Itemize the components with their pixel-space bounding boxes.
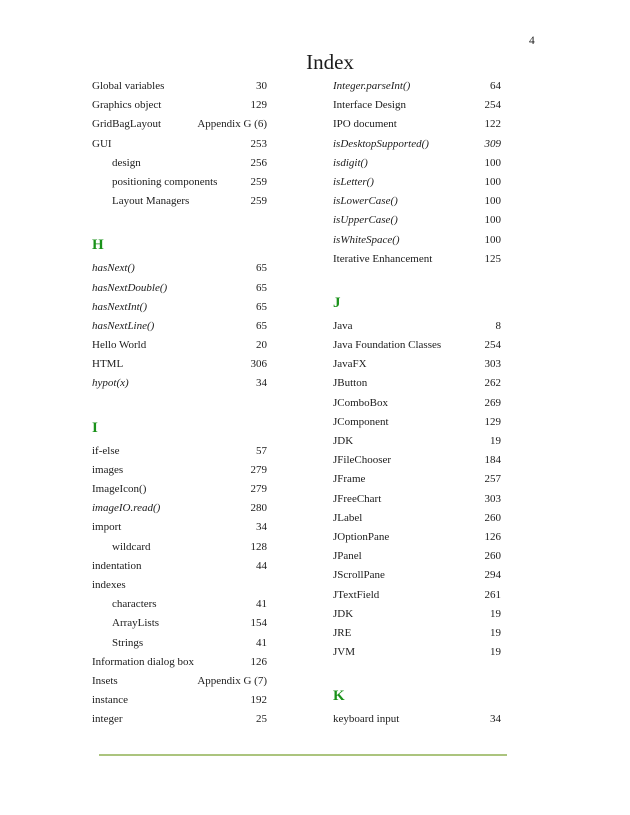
index-entry-page: 254	[484, 339, 501, 352]
index-entry-term: isUpperCase()	[333, 214, 398, 227]
index-entry-page: 253	[250, 137, 267, 150]
index-entry-term: Graphics object	[92, 99, 162, 112]
index-entry-page: 19	[490, 435, 501, 447]
index-entry-page: 25	[256, 713, 267, 726]
index-entry	[92, 442, 267, 461]
index-entry	[92, 115, 267, 134]
index-entry-page: 184	[484, 454, 501, 467]
index-entry-page: 262	[484, 377, 501, 390]
index-entry-page: 8	[495, 319, 501, 332]
index-entry-page: 65	[256, 319, 267, 332]
index-entry-page: 20	[256, 339, 267, 352]
index-entry-term: JOptionPane	[333, 530, 390, 543]
index-entry-term: isdigit()	[333, 156, 368, 169]
index-entry	[333, 528, 501, 547]
index-entry	[92, 317, 267, 336]
index-entry	[333, 173, 501, 192]
index-entry-term: instance	[92, 694, 129, 707]
index-entry-term: integer	[92, 713, 123, 726]
index-entry	[92, 691, 267, 710]
index-entry-term: GridBagLayout	[92, 118, 162, 131]
index-entry-term: images	[92, 463, 124, 476]
index-entry-page: 65	[256, 281, 267, 294]
index-entry-page: 126	[484, 530, 501, 543]
index-entry-page: 34	[256, 521, 267, 534]
index-entry	[333, 643, 501, 662]
index-entry	[92, 710, 267, 729]
index-entry	[333, 413, 501, 432]
index-entry-term: JVM	[333, 646, 356, 659]
index-entry-term: JButton	[333, 377, 368, 390]
index-entry-page: 34	[490, 713, 501, 726]
index-entry-term: JFrame	[333, 473, 366, 486]
index-entry-term: JFreeChart	[333, 492, 382, 505]
index-entry-term: isWhiteSpace()	[333, 233, 400, 246]
index-entry-page: 126	[250, 655, 267, 668]
index-entry	[333, 96, 501, 115]
index-entry-term: JDK	[333, 607, 354, 620]
index-entry-term: Interface Design	[333, 99, 406, 112]
index-entry-term: JTextField	[333, 588, 380, 601]
index-entry-page: 19	[490, 646, 501, 659]
index-entry	[92, 173, 267, 192]
index-entry	[92, 672, 267, 691]
index-entry-page: 128	[250, 540, 267, 553]
index-entry-page: 269	[484, 396, 501, 409]
index-entry	[92, 518, 267, 537]
footer-rule	[99, 754, 507, 756]
index-entry	[333, 490, 501, 509]
index-entry-term: JavaFX	[333, 358, 367, 371]
index-entry-page: 64	[490, 80, 501, 92]
index-entry-term: Hello World	[92, 339, 147, 352]
index-entry-term: JLabel	[333, 511, 363, 524]
section-heading-i: I	[92, 419, 98, 436]
index-entry	[333, 250, 501, 269]
page-number: 4	[529, 35, 535, 47]
index-entry	[333, 451, 501, 470]
index-entry	[333, 509, 501, 528]
index-entry	[333, 336, 501, 355]
index-entry-page: 19	[490, 626, 501, 639]
index-entry-page: 303	[484, 492, 501, 505]
index-entry	[333, 231, 501, 250]
index-entry-page: 44	[256, 559, 267, 572]
index-entry-term: JPanel	[333, 550, 362, 563]
index-entry-page: 279	[250, 483, 267, 495]
index-entry	[92, 192, 267, 211]
index-entry-page: 65	[256, 300, 267, 313]
index-entry-page: 100	[484, 214, 501, 227]
index-entry	[333, 77, 501, 96]
index-entry-page: 260	[484, 511, 501, 524]
index-entry-term: import	[92, 521, 122, 534]
index-entry-term: hasNextInt()	[92, 300, 147, 313]
index-entry-term: GUI	[92, 137, 112, 150]
index-entry-term: JRE	[333, 626, 352, 639]
index-entry	[333, 605, 501, 624]
index-entry	[333, 317, 501, 336]
index-entry	[333, 432, 501, 451]
index-entry	[92, 374, 267, 393]
index-entry-page: 129	[250, 99, 267, 112]
index-entry	[92, 634, 267, 653]
index-entry	[333, 154, 501, 173]
index-entry	[333, 394, 501, 413]
index-entry	[92, 279, 267, 298]
index-entry-term: JComboBox	[333, 396, 389, 409]
index-entry	[92, 154, 267, 173]
index-entry	[333, 374, 501, 393]
index-entry-term: hasNextLine()	[92, 319, 155, 332]
index-entry-page: Appendix G (6)	[197, 118, 267, 131]
index-entry-term: Information dialog box	[92, 655, 195, 668]
index-entry-term: Integer.parseInt()	[333, 80, 411, 92]
index-entry-page: 125	[484, 252, 501, 265]
index-entry-term: JComponent	[333, 415, 389, 428]
index-entry-page: 192	[250, 694, 267, 707]
index-entry-page: 30	[256, 80, 267, 92]
index-entry-term: positioning components	[112, 175, 218, 188]
index-entry	[333, 470, 501, 489]
index-entry-term: IPO document	[333, 118, 397, 131]
index-entry-page: 280	[250, 502, 267, 515]
index-entry-page: 303	[484, 358, 501, 371]
index-entry-term: Global variables	[92, 80, 165, 92]
index-entry-term: JFileChooser	[333, 454, 392, 467]
index-entry-page: 259	[250, 195, 267, 208]
index-entry	[92, 557, 267, 576]
index-entry-page: 100	[484, 175, 501, 188]
index-entry	[92, 96, 267, 115]
index-entry	[333, 624, 501, 643]
index-entry	[333, 710, 501, 729]
index-entry-page: 100	[484, 156, 501, 169]
index-entry-term: design	[112, 156, 141, 169]
index-entry	[333, 547, 501, 566]
index-entry	[92, 499, 267, 518]
index-entry-term: hasNext()	[92, 262, 135, 275]
index-entry	[92, 480, 267, 499]
section-heading-k: K	[333, 688, 345, 705]
index-entry	[92, 595, 267, 614]
index-entry-term: isDesktopSupported()	[333, 137, 429, 150]
index-entry-page: 254	[484, 99, 501, 112]
index-entry	[333, 586, 501, 605]
index-entry-page: 256	[250, 156, 267, 169]
index-entry-page: 154	[250, 617, 267, 630]
index-entry-term: wildcard	[112, 540, 151, 553]
index-entry	[333, 355, 501, 374]
index-entry-term: keyboard input	[333, 713, 400, 726]
index-entry-term: Layout Managers	[112, 195, 190, 208]
index-entry	[92, 576, 267, 595]
index-entry-page: 260	[484, 550, 501, 563]
index-entry	[333, 115, 501, 134]
index-entry	[333, 135, 501, 154]
index-column-right	[333, 77, 501, 729]
index-entry	[92, 355, 267, 374]
index-entry-term: JDK	[333, 435, 354, 447]
index-entry-term: JScrollPane	[333, 569, 385, 582]
index-entry	[92, 653, 267, 672]
index-entry-page: 41	[256, 598, 267, 611]
index-entry-term: Java	[333, 319, 353, 332]
index-column-left	[92, 77, 267, 729]
index-entry-page: 261	[484, 588, 501, 601]
index-entry-term: characters	[112, 598, 157, 611]
index-entry-page: 100	[484, 195, 501, 208]
index-entry-page: 306	[250, 358, 267, 371]
index-entry-page: 65	[256, 262, 267, 275]
index-entry-term: Java Foundation Classes	[333, 339, 442, 352]
index-entry-page: 279	[250, 463, 267, 476]
index-entry-term: Insets	[92, 674, 118, 687]
index-entry-page: 100	[484, 233, 501, 246]
index-entry-page: Appendix G (7)	[197, 674, 267, 687]
index-entry-page: 257	[484, 473, 501, 486]
index-entry	[333, 566, 501, 585]
index-entry	[92, 298, 267, 317]
index-entry-term: Iterative Enhancement	[333, 252, 433, 265]
index-entry-term: hasNextDouble()	[92, 281, 168, 294]
index-entry	[92, 336, 267, 355]
index-entry-page: 41	[256, 636, 267, 649]
index-entry	[333, 211, 501, 230]
index-entry-page: 57	[256, 444, 267, 457]
index-entry	[92, 77, 267, 96]
index-entry-term: if-else	[92, 444, 120, 457]
index-entry-term: indentation	[92, 559, 142, 572]
section-heading-h: H	[92, 237, 104, 254]
index-entry-term: ImageIcon()	[92, 483, 147, 495]
index-entry-page: 122	[484, 118, 501, 131]
index-entry	[92, 538, 267, 557]
index-entry-term: hypot(x)	[92, 377, 129, 390]
index-entry-term: imageIO.read()	[92, 502, 161, 515]
index-entry-page: 259	[250, 175, 267, 188]
index-entry	[92, 259, 267, 278]
index-entry-page: 309	[484, 137, 501, 150]
index-entry	[92, 614, 267, 633]
index-entry-term: indexes	[92, 578, 126, 591]
index-entry-page: 294	[484, 569, 501, 582]
index-entry	[333, 192, 501, 211]
index-entry-page: 19	[490, 607, 501, 620]
index-entry	[92, 461, 267, 480]
index-entry-page: 129	[484, 415, 501, 428]
section-heading-j: J	[333, 294, 341, 311]
index-entry-term: isLetter()	[333, 175, 374, 188]
index-entry-term: ArrayLists	[112, 617, 160, 630]
index-entry-term: HTML	[92, 358, 124, 371]
index-entry-page: 34	[256, 377, 267, 390]
index-entry	[92, 135, 267, 154]
index-entry-term: isLowerCase()	[333, 195, 398, 208]
index-entry-term: Strings	[112, 636, 144, 649]
page-title: Index	[306, 50, 354, 74]
